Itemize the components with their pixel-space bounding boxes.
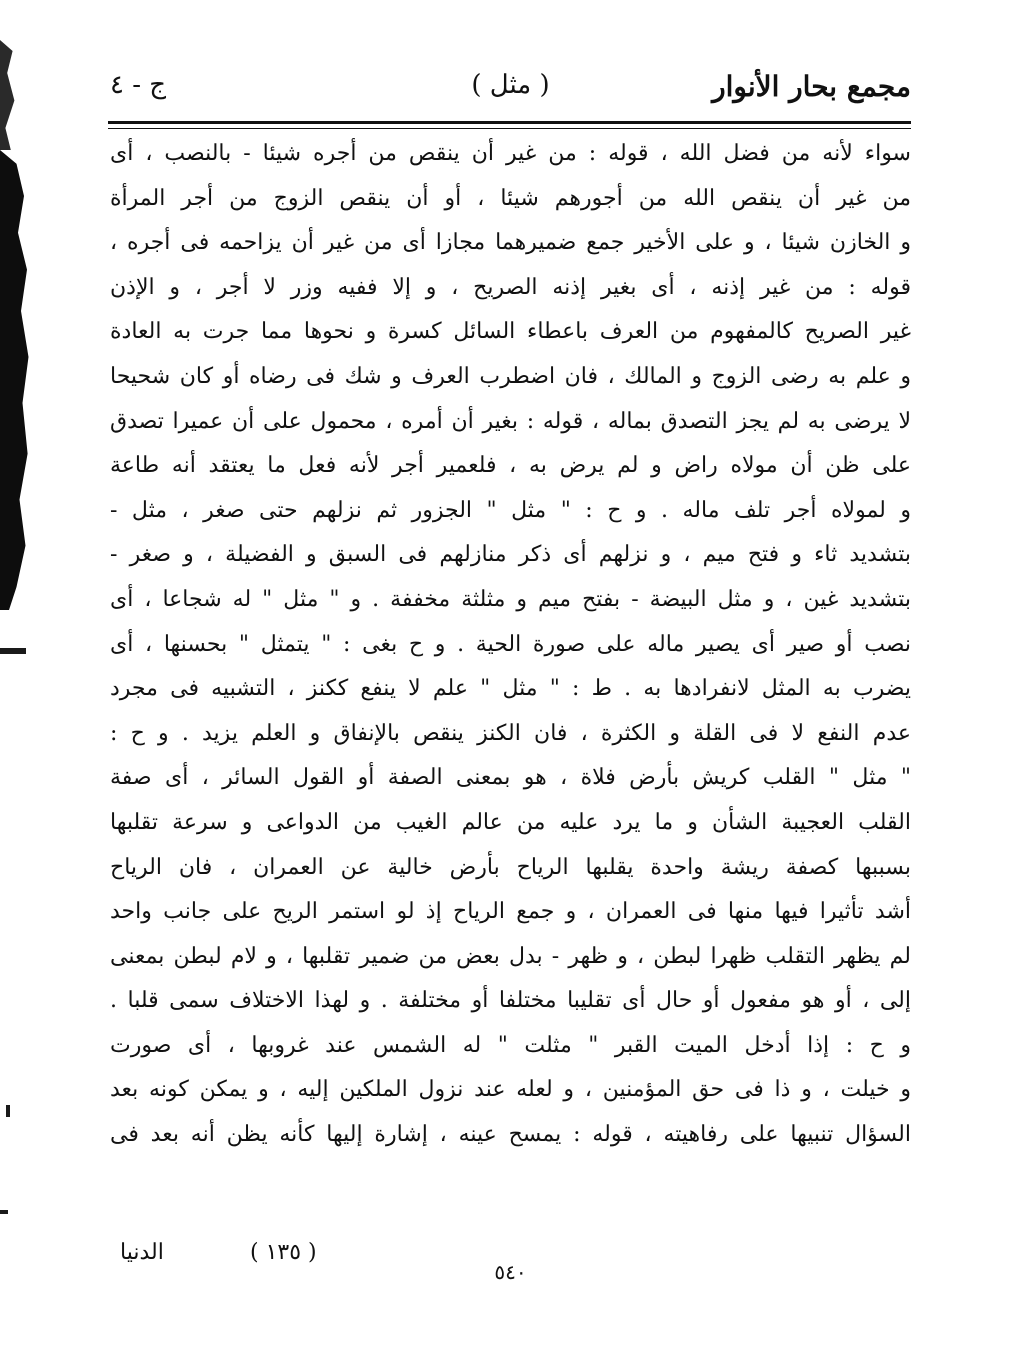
text-line: و الخازن شيئا ، و على الأخير جمع ضميرهما مجازا أى من غير أن يزاحمه فى أجره ،: [110, 230, 911, 256]
section-title: ( مثل ): [471, 70, 550, 100]
text-line: و ح : إذا أدخل الميت القبر " مثلت " له الشمس عند غروبها ، أى صورت: [110, 1032, 911, 1058]
text-line: يضرب به المثل لانفرادها به . ط : " مثل " علم لا ينفع ككنز ، التشبيه فى مجرد: [110, 676, 911, 702]
page-reference: ( ١٣٥ ): [250, 1240, 317, 1265]
text-line: أشد تأثيرا فيها منها فى العمران ، و جمع الرياح إذ لو استمر الريح على جانب واحد: [110, 899, 911, 925]
text-line: " مثل " القلب كريش بأرض فلاة ، هو بمعنى الصفة أو القول السائر ، أى صفة: [110, 765, 911, 791]
catchword: الدنيا: [120, 1240, 164, 1265]
scan-speck: [0, 1210, 8, 1214]
text-line: و لمولاه أجر تلف ماله . و ح : " مثل " الجزور ثم نزلهم حتى صغر ، مثل -: [110, 497, 911, 523]
text-line: لا يرضى به لم يجز التصدق بماله ، قوله : بغير أن أمره ، محمول على أن عميرا تصدق: [110, 408, 911, 434]
scan-edge-artifact: [0, 40, 18, 150]
text-line: و خيلت ، و ذا فى حق المؤمنين ، و لعله عند نزول الملكين إليه ، و يمكن كونه بعد: [110, 1077, 911, 1103]
text-line: نصب أو صير أى يصير ماله على صورة الحية . و ح بغى : " يتمثل " بحسنها ، أى: [110, 631, 911, 657]
page-footer: [110, 1240, 911, 1284]
scan-speck: [6, 1105, 10, 1117]
text-line: لم يظهر التقلب ظهرا لبطن ، و ظهر - بدل بعض من ضمير تقلبها ، و لام لبطن بمعنى: [110, 943, 911, 969]
text-line: عدم النفع لا فى القلة و الكثرة ، فان الكنز ينقص بالإنفاق و العلم يزيد . و ح :: [110, 720, 911, 746]
body-text: [110, 132, 911, 1158]
scan-edge-artifact: [0, 150, 30, 610]
text-line: غير الصريح كالمفهوم من العرف باعطاء السائل كسرة و نحوها مما جرت به العادة: [110, 319, 911, 345]
page-number: ٥٤٠: [494, 1260, 527, 1284]
text-line: قوله : من غير إذنه ، أى بغير إذنه الصريح ، و إلا ففيه وزر لا أجر ، و الإذن: [110, 274, 911, 300]
scan-speck: [0, 648, 26, 654]
text-line: سواء لأنه من فضل الله ، قوله : من غير أن ينقص من أجره شيئا - بالنصب ، أى: [110, 141, 911, 166]
text-line: من غير أن ينقص الله من أجورهم شيئا ، أو أن ينقص الزوج من أجر المرأة: [110, 185, 911, 211]
text-line: بتشديد غين ، و مثل البيضة - بفتح ميم و مثلثة مخففة . و " مثل " له شجاعا ، أى: [110, 586, 911, 612]
text-line: السؤال تنبيها على رفاهيته ، قوله : يمسح عينه ، إشارة إليها كأنه يظن أنه بعد فى: [110, 1122, 911, 1148]
volume-number: ج - ٤: [110, 70, 167, 100]
text-line: و علم به رضى الزوج و المالك ، فان اضطرب العرف و شك فى رضاه أو كان شحيحا: [110, 363, 911, 389]
text-line: بتشديد ثاء و فتح ميم ، و نزلهم أى ذكر منازلهم فى السبق و الفضيلة ، و صغر -: [110, 542, 911, 568]
book-title: مجمع بحار الأنوار: [712, 70, 911, 103]
text-line: القلب العجيبة الشأن و ما يرد عليه من عالم الغيب من الدواعى و سرعة تقلبها: [110, 809, 911, 835]
text-line: بسببها كصفة ريشة واحدة يقلبها الرياح بأرض خالية عن العمران ، فان الرياح: [110, 854, 911, 880]
header-rule: [108, 121, 911, 129]
page-header: [110, 70, 911, 118]
text-line: على ظن أن مولاه راض و لم يرض به ، فلعمير أجر لأنه فعل ما يعتقد أنه طاعة: [110, 453, 911, 479]
text-line: إلى ، أو هو مفعول أو حال أى تقليبا مختلفا أو مختلفة . و لهذا الاختلاف سمى قلبا .: [110, 988, 911, 1014]
